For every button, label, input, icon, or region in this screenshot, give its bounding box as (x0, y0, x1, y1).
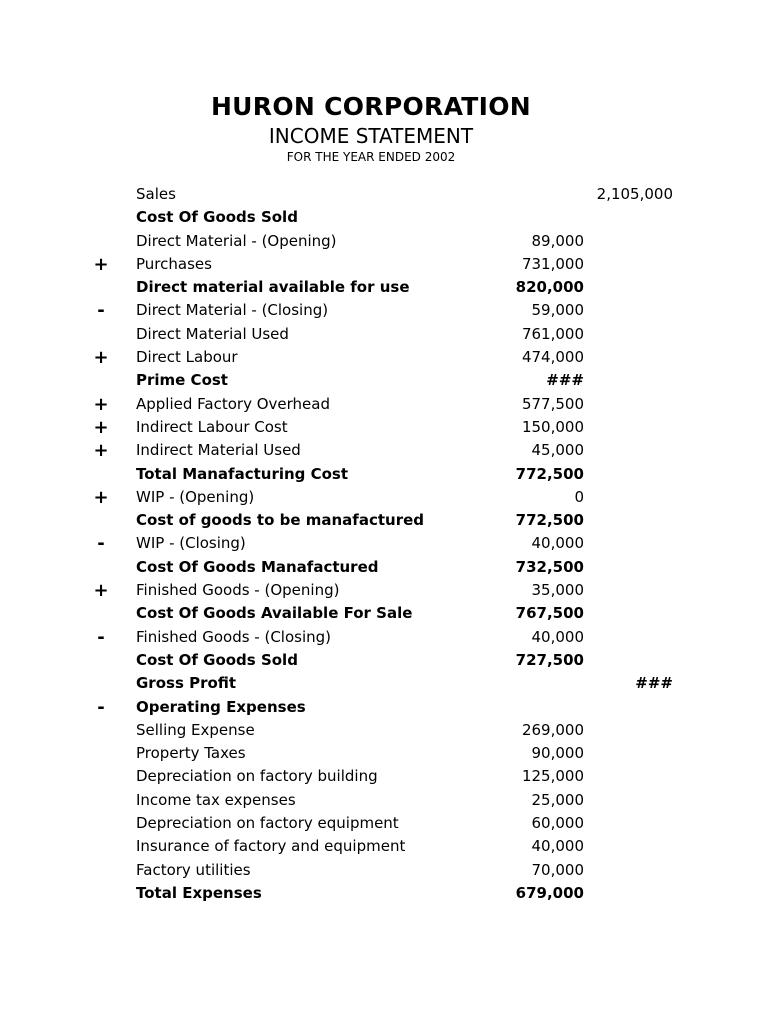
operator-sign: + (93, 253, 109, 275)
line-item-label: WIP - (Closing) (136, 534, 246, 553)
line-item-amount: 90,000 (531, 744, 584, 763)
statement-row (0, 276, 768, 299)
line-item-amount: 772,500 (515, 511, 584, 530)
line-item-amount: 60,000 (531, 814, 584, 833)
operator-sign: + (93, 416, 109, 438)
statement-row (0, 859, 768, 882)
line-item-amount: 761,000 (521, 324, 584, 343)
line-item-label: Cost of goods to be manafactured (136, 511, 425, 530)
line-item-label: WIP - (Opening) (136, 487, 255, 506)
line-item-amount: 727,500 (515, 650, 584, 669)
statement-row (0, 299, 768, 322)
statement-row (0, 602, 768, 625)
line-item-label: Cost Of Goods Manafactured (136, 557, 379, 576)
operator-sign: - (97, 696, 105, 718)
line-item-amount: 40,000 (531, 627, 584, 646)
statement-row (0, 416, 768, 439)
line-item-label: Operating Expenses (136, 697, 306, 716)
line-item-label: Applied Factory Overhead (136, 394, 330, 413)
operator-sign: - (97, 626, 105, 648)
line-item-label: Direct Material - (Opening) (136, 231, 337, 250)
line-item-total: ### (635, 674, 673, 693)
statement-row (0, 439, 768, 462)
line-item-label: Insurance of factory and equipment (136, 837, 406, 856)
line-item-amount: 40,000 (531, 837, 584, 856)
line-item-label: Selling Expense (136, 720, 255, 739)
statement-row (0, 369, 768, 392)
statement-row (0, 789, 768, 812)
line-item-label: Direct material available for use (136, 278, 410, 297)
line-item-amount: 731,000 (521, 254, 584, 273)
statement-row (0, 696, 768, 719)
statement-row (0, 765, 768, 788)
line-item-label: Finished Goods - (Opening) (136, 581, 340, 600)
line-item-label: Cost Of Goods Sold (136, 208, 298, 227)
operator-sign: + (93, 393, 109, 415)
statement-row (0, 812, 768, 835)
line-item-amount: 25,000 (531, 790, 584, 809)
operator-sign: + (93, 580, 109, 602)
operator-sign: - (97, 300, 105, 322)
statement-row (0, 206, 768, 229)
statement-row (0, 742, 768, 765)
line-item-label: Sales (136, 185, 176, 203)
statement-row (0, 719, 768, 742)
line-item-amount: ### (546, 371, 584, 390)
line-item-amount: 70,000 (531, 860, 584, 879)
company-name: HURON CORPORATION (210, 92, 532, 121)
line-item-amount: 89,000 (531, 231, 584, 250)
line-item-amount: 40,000 (531, 534, 584, 553)
statement-title: INCOME STATEMENT (268, 124, 474, 148)
statement-row (0, 393, 768, 416)
line-item-amount: 772,500 (515, 464, 584, 483)
line-item-total: 2,105,000 (596, 185, 673, 203)
line-item-label: Depreciation on factory building (136, 767, 378, 786)
statement-row (0, 672, 768, 695)
line-item-amount: 45,000 (531, 441, 584, 460)
statement-table (0, 183, 768, 905)
statement-row (0, 509, 768, 532)
line-item-amount: 474,000 (521, 348, 584, 367)
statement-row (0, 230, 768, 253)
statement-row (0, 649, 768, 672)
line-item-amount: 0 (574, 487, 584, 506)
line-item-label: Indirect Material Used (136, 441, 301, 460)
line-item-label: Direct Material - (Closing) (136, 301, 329, 320)
statement-row (0, 835, 768, 858)
operator-sign: - (97, 533, 105, 555)
line-item-amount: 125,000 (521, 767, 584, 786)
line-item-amount: 679,000 (515, 883, 584, 902)
line-item-amount: 732,500 (515, 557, 584, 576)
line-item-label: Gross Profit (136, 674, 237, 693)
statement-row (0, 323, 768, 346)
operator-sign: + (93, 440, 109, 462)
line-item-amount: 59,000 (531, 301, 584, 320)
line-item-amount: 35,000 (531, 581, 584, 600)
line-item-label: Direct Material Used (136, 324, 289, 343)
line-item-label: Factory utilities (136, 860, 251, 879)
line-item-label: Depreciation on factory equipment (136, 814, 399, 833)
line-item-label: Total Manafacturing Cost (136, 464, 349, 483)
line-item-amount: 767,500 (515, 604, 584, 623)
line-item-label: Direct Labour (136, 348, 238, 367)
statement-row (0, 486, 768, 509)
statement-row (0, 556, 768, 579)
line-item-label: Indirect Labour Cost (136, 417, 288, 436)
operator-sign: + (93, 347, 109, 369)
statement-row (0, 463, 768, 486)
line-item-amount: 577,500 (521, 394, 584, 413)
line-item-label: Purchases (136, 254, 212, 273)
line-item-label: Total Expenses (136, 883, 262, 902)
statement-row (0, 626, 768, 649)
line-item-amount: 269,000 (521, 720, 584, 739)
statement-row (0, 346, 768, 369)
line-item-label: Finished Goods - (Closing) (136, 627, 332, 646)
statement-period: FOR THE YEAR ENDED 2002 (286, 150, 456, 164)
line-item-amount: 820,000 (515, 278, 584, 297)
statement-row (0, 253, 768, 276)
line-item-amount: 150,000 (521, 417, 584, 436)
line-item-label: Property Taxes (136, 744, 246, 763)
statement-row (0, 882, 768, 905)
statement-row (0, 183, 768, 206)
statement-row (0, 532, 768, 555)
statement-row (0, 579, 768, 602)
operator-sign: + (93, 486, 109, 508)
line-item-label: Cost Of Goods Available For Sale (136, 604, 413, 623)
line-item-label: Cost Of Goods Sold (136, 650, 298, 669)
line-item-label: Income tax expenses (136, 790, 296, 809)
line-item-label: Prime Cost (136, 371, 228, 390)
